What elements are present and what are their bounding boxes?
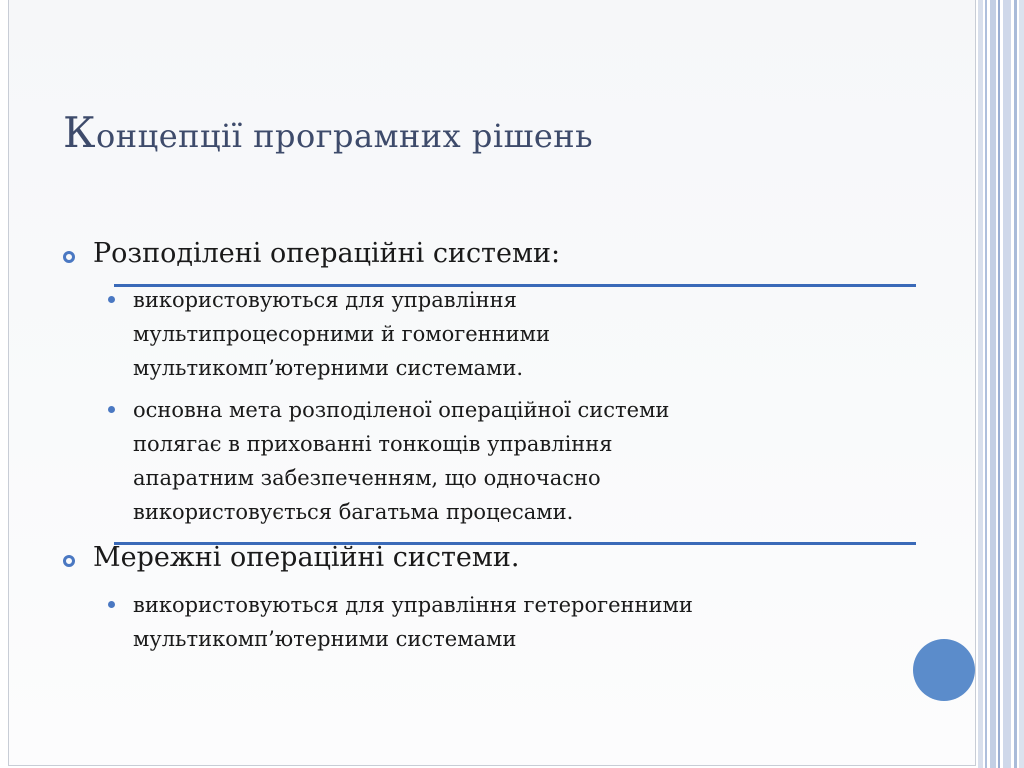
dot-bullet-icon [108,601,115,608]
ring-bullet-icon [63,555,75,567]
list-item-line: полягає в прихованні тонкощів управління [133,432,613,456]
list-item-line: використовуються для управління [133,288,517,312]
list-item-line: використовується багатьма процесами. [133,500,574,524]
ring-bullet-icon [63,251,75,263]
list-item-line: мультикомп’ютерними системами [133,627,517,651]
section-heading-text: Розподілені операційні системи: [93,238,561,269]
list-item-line: мультипроцесорними й гомогенними [133,322,550,346]
list-item-line: апаратним забезпеченням, що одночасно [133,466,601,490]
list-item-line: основна мета розподіленої операційної системи [133,398,670,422]
title-rest: онцепції програмних рішень [96,117,593,155]
slide-title [63,108,903,157]
list-item-line: використовуються для управління гетерогенними [133,593,693,617]
dot-bullet-icon [108,406,115,413]
list-item-line: мультикомп’ютерними системами. [133,356,524,380]
side-stripes [976,0,1024,768]
blue-circle-icon [913,639,975,701]
section-heading-text: Мережні операційні системи. [93,542,520,573]
dot-bullet-icon [108,296,115,303]
title-initial: К [63,108,97,157]
